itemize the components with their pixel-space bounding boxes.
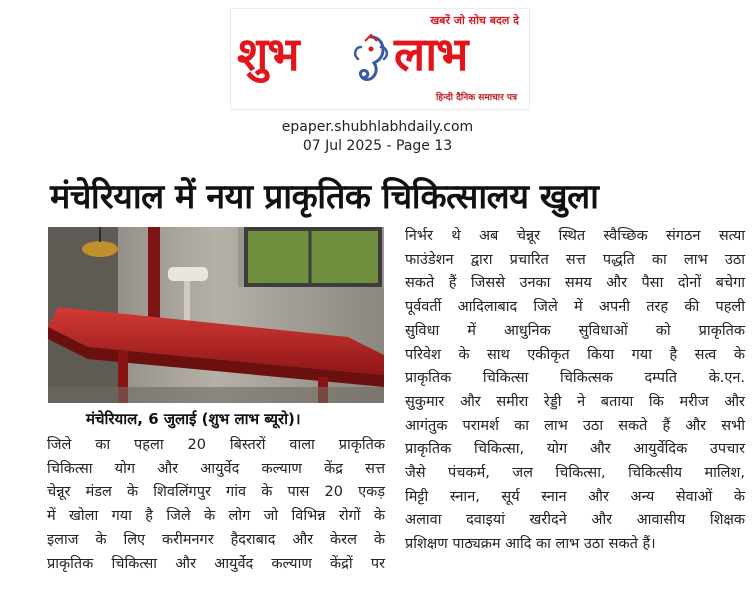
masthead-tagline: खबरें जो सोच बदल दे bbox=[430, 14, 519, 27]
text-line: प्राकृतिक चिकित्सा, योग और आयुर्वेदिक उपचार bbox=[405, 441, 745, 458]
treatment-room-photo bbox=[48, 227, 384, 403]
text-line: परिवेश के साथ एकीकृत किया गया है सत्व के bbox=[405, 346, 745, 363]
ganesha-emblem-icon bbox=[349, 33, 393, 87]
text-line: चेन्नूर मंडल के शिवलिंगपुर गांव के पास 20 एकड़ bbox=[47, 484, 385, 501]
article-column-left bbox=[47, 434, 385, 576]
article-column-right bbox=[405, 225, 745, 557]
text-line: प्राकृतिक चिकित्सा और आयुर्वेद कल्याण केंद्रों पर bbox=[47, 555, 385, 572]
text-line: अलावा दवाइयां खरीदने और आवासीय शिक्षक bbox=[405, 512, 745, 529]
text-line: जैसे पंचकर्म, जल चिकित्सा, चिकित्सीय मालिश, bbox=[405, 465, 745, 482]
article-headline: मंचेरियाल में नया प्राकृतिक चिकित्सालय खुला bbox=[50, 177, 599, 217]
text-line: सकते हैं जिससे उनका समय और पैसा दोनों बचेगा bbox=[405, 275, 745, 292]
text-line: सुविधा में आधुनिक सुविधाओं को प्राकृतिक bbox=[405, 322, 745, 339]
text-line: प्रशिक्षण पाठ्यक्रम आदि का लाभ उठा सकते हैं। bbox=[405, 536, 656, 553]
text-line: जिले का पहला 20 बिस्तरों वाला प्राकृतिक bbox=[47, 437, 385, 453]
text-line: निर्भर थे अब चेन्नूर स्थित स्वैच्छिक संगठन सत्या bbox=[405, 228, 745, 244]
text-line: में खोला गया है जिले के लोग जो विभिन्न रोगों के bbox=[47, 508, 385, 525]
article-dateline: मंचेरियाल, 6 जुलाई (शुभ लाभ ब्यूरो)। bbox=[86, 410, 301, 428]
text-line: प्राकृतिक चिकित्सा चिकित्सक दम्पति के.एन. bbox=[405, 370, 745, 387]
source-date-page: 07 Jul 2025 - Page 13 bbox=[302, 138, 453, 154]
masthead-subtitle: हिन्दी दैनिक समाचार पत्र bbox=[435, 93, 517, 103]
source-url: epaper.shubhlabhdaily.com bbox=[281, 119, 474, 135]
logo-word-right: लाभ bbox=[394, 27, 468, 81]
text-line: इलाज के लिए करीमनगर हैदराबाद और केरल के bbox=[47, 531, 385, 548]
text-line: फाउंडेशन द्वारा प्रचारित सत्त पद्धति का लाभ उठा bbox=[405, 251, 745, 268]
text-line: सुकुमार और समीरा रेड्डी ने बताया कि मरीज और bbox=[405, 393, 745, 410]
article-photo bbox=[48, 227, 384, 403]
text-line: मिट्टी स्नान, सूर्य स्नान और अन्य सेवाओं के bbox=[405, 488, 745, 505]
text-line: पूर्ववर्ती आदिलाबाद जिले में अपनी तरह की पहली bbox=[405, 299, 745, 316]
text-line: चिकित्सा योग और आयुर्वेद कल्याण केंद्र सत्त bbox=[47, 460, 385, 477]
masthead-logo bbox=[230, 8, 530, 110]
text-line: आगंतुक परामर्श का लाभ उठा सकते हैं और सभी bbox=[405, 417, 745, 434]
logo-word-left: शुभ bbox=[237, 27, 299, 81]
